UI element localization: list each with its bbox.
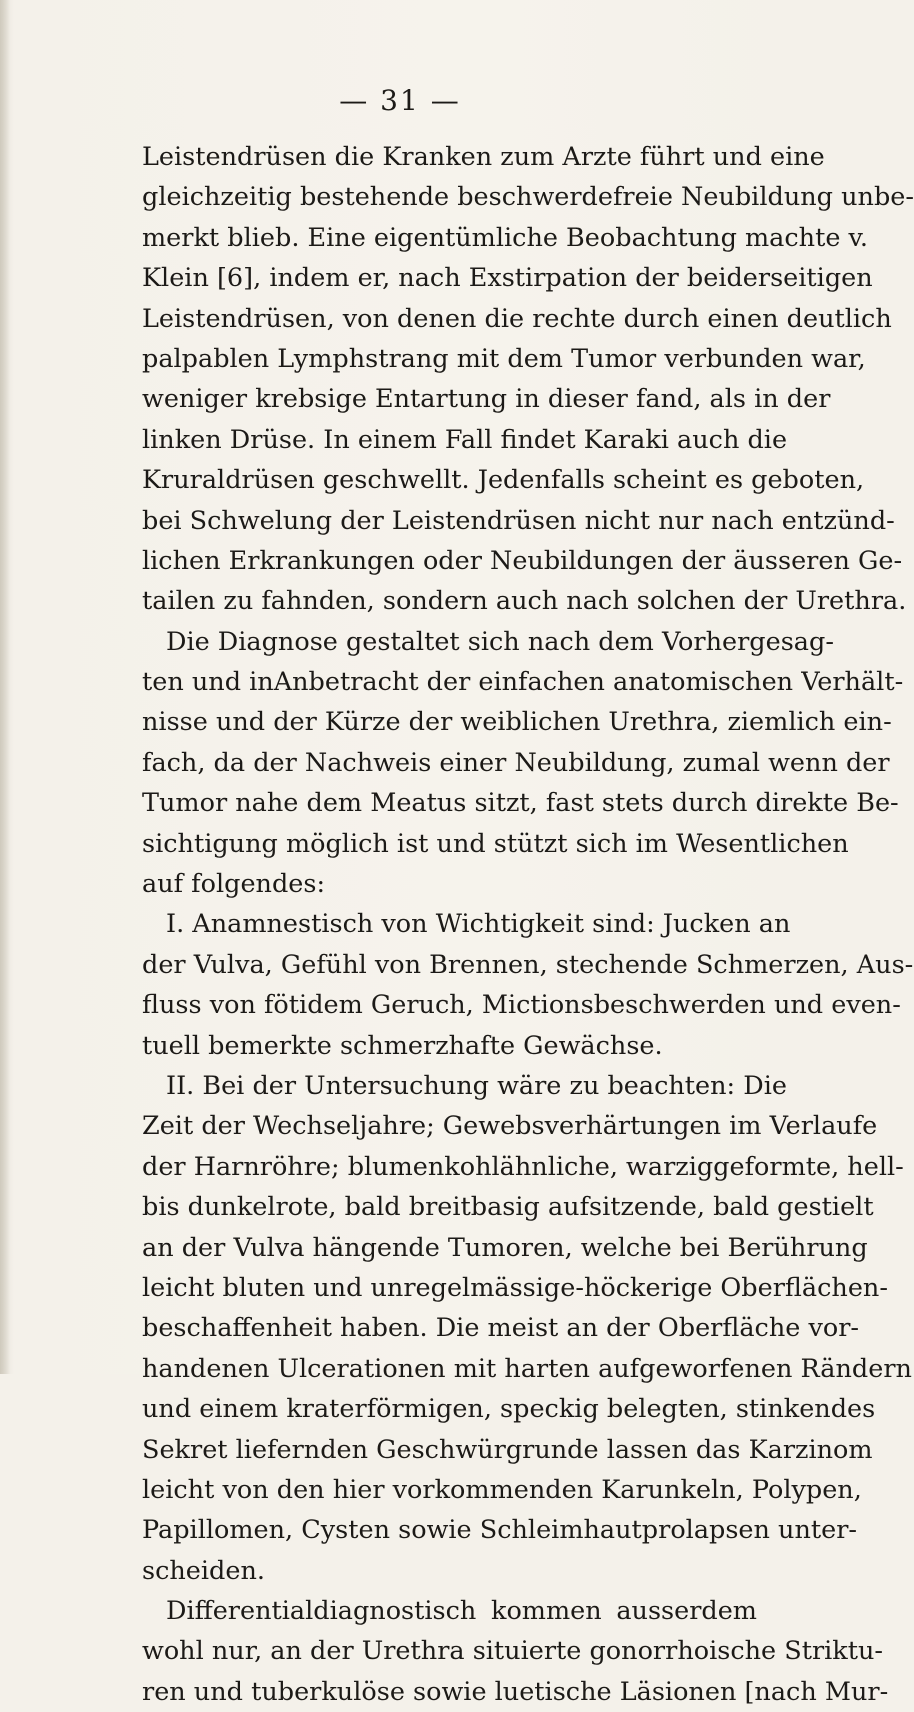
text-line: handenen Ulcerationen mit harten aufgeworfenen Rändern xyxy=(142,1353,912,1384)
text-line: leicht von den hier vorkommenden Karunkeln, Polypen, xyxy=(142,1474,862,1505)
text-line: bei Schwelung der Leistendrüsen nicht nur nach entzünd- xyxy=(142,505,895,536)
text-line: palpablen Lymphstrang mit dem Tumor verbunden war, xyxy=(142,343,866,374)
text-line: fach, da der Nachweis einer Neubildung, zumal wenn der xyxy=(142,747,890,778)
text-line: beschaffenheit haben. Die meist an der Oberfläche vor- xyxy=(142,1313,860,1344)
text-line: tuell bemerkte schmerzhafte Gewächse. xyxy=(142,1030,663,1061)
text-line: Klein [6], indem er, nach Exstirpation der beiderseitigen xyxy=(142,263,873,294)
text-line: I. Anamnestisch von Wichtigkeit sind: Jucken an xyxy=(166,909,791,940)
text-line: an der Vulva hängende Tumoren, welche bei Berührung xyxy=(142,1232,868,1263)
text-line: Tumor nahe dem Meatus sitzt, fast stets durch direkte Be- xyxy=(142,788,899,819)
text-line: linken Drüse. In einem Fall findet Karaki auch die xyxy=(142,424,788,455)
text-line: Zeit der Wechseljahre; Gewebsverhärtungen im Verlaufe xyxy=(142,1111,878,1142)
text-line: Sekret liefernden Geschwürgrunde lassen das Karzinom xyxy=(142,1434,873,1465)
text-line: nisse und der Kürze der weiblichen Urethra, ziemlich ein- xyxy=(142,707,892,738)
text-line: bis dunkelrote, bald breitbasig aufsitzende, bald gestielt xyxy=(142,1192,874,1223)
text-line: Kruraldrüsen geschwellt. Jedenfalls scheint es geboten, xyxy=(142,465,865,496)
text-line: der Vulva, Gefühl von Brennen, stechende Schmerzen, Aus- xyxy=(142,949,914,980)
text-line: scheiden. xyxy=(142,1555,265,1586)
text-line: weniger krebsige Entartung in dieser fand, als in der xyxy=(142,384,831,415)
text-line: fluss von fötidem Geruch, Mictionsbeschwerden und even- xyxy=(142,990,901,1021)
text-line: ten und inAnbetracht der einfachen anatomischen Verhält- xyxy=(142,667,904,698)
body-text xyxy=(142,137,914,1712)
text-line: sichtigung möglich ist und stützt sich im Wesentlichen xyxy=(142,828,849,859)
text-line: leicht bluten und unregelmässige-höckerige Oberflächen- xyxy=(142,1272,888,1303)
page-number: — 31 — xyxy=(339,84,461,117)
text-line: auf folgendes: xyxy=(142,869,326,900)
text-line: Differentialdiagnostisch kommen ausserdem xyxy=(166,1596,757,1627)
text-line: lichen Erkrankungen oder Neubildungen der äusseren Ge- xyxy=(142,545,903,576)
text-line: Leistendrüsen die Kranken zum Arzte führt und eine xyxy=(142,142,825,172)
text-line: tailen zu fahnden, sondern auch nach solchen der Urethra. xyxy=(142,586,907,617)
text-line: wohl nur, an der Urethra situierte gonorrhoische Striktu- xyxy=(142,1636,884,1667)
text-line: merkt blieb. Eine eigentümliche Beobachtung machte v. xyxy=(142,222,869,253)
text-line: ren und tuberkulöse sowie luetische Läsionen [nach Mur- xyxy=(142,1676,889,1707)
text-line: II. Bei der Untersuchung wäre zu beachten: Die xyxy=(166,1070,787,1101)
text-line: und einem kraterförmigen, speckig belegten, stinkendes xyxy=(142,1394,876,1425)
text-line: der Harnröhre; blumenkohlähnliche, warziggeformte, hell- xyxy=(142,1151,904,1182)
page-edge-shadow xyxy=(0,0,10,1374)
text-line: Leistendrüsen, von denen die rechte durch einen deutlich xyxy=(142,303,892,334)
text-line: Die Diagnose gestaltet sich nach dem Vorhergesag- xyxy=(166,626,834,657)
text-line: gleichzeitig bestehende beschwerdefreie Neubildung unbe- xyxy=(142,182,914,213)
text-line: Papillomen, Cysten sowie Schleimhautprolapsen unter- xyxy=(142,1515,858,1546)
